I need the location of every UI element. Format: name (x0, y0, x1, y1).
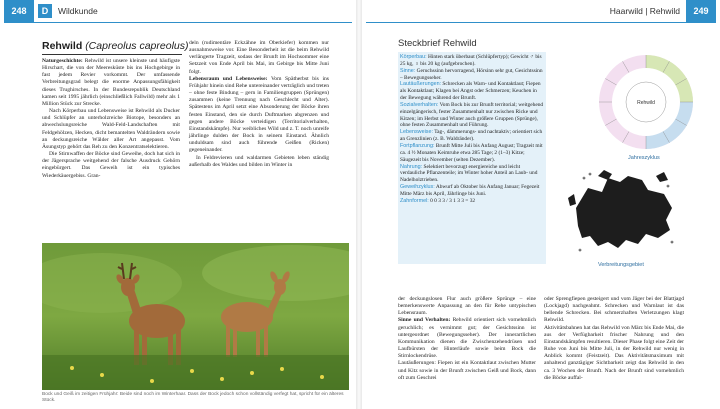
paragraph-text: Lautäußerungen: Fiepen ist ein Kontaktlaut zwischen Mutter und Kitz sowie in der Brunft zwischen Geiß und Bock, dann oft zum Geschrei (398, 360, 536, 381)
steckbrief-entry (400, 129, 544, 143)
paragraph-text: der deckungslosen Flur auch größere Sprünge – eine bemerkenswerte Anpassung an den für Rehe untypischen Lebensraum. (398, 296, 536, 317)
steckbrief-key: Zahnformel: (400, 197, 429, 204)
paragraph (189, 40, 329, 76)
steckbrief-value: 0 0 3 3 / 3 1 3 3 = 32 (428, 197, 476, 204)
header-rule (4, 22, 352, 23)
page-title (42, 40, 189, 52)
steckbrief-key: Nahrung: (400, 163, 423, 170)
steckbrief-entry (400, 68, 544, 82)
steckbrief-entry (400, 81, 544, 102)
title-name: Rehwild (42, 40, 83, 52)
steckbrief-value: Tag-, dämmerungs- und nachtaktiv; orientiert sich an Grenzlinien (z. B. Waldränder). (400, 129, 543, 143)
right-header (362, 0, 720, 22)
roe-deer-photo (42, 243, 349, 390)
page-number-right: 249 (686, 0, 716, 22)
paragraph (42, 151, 180, 180)
distribution-map (568, 168, 676, 258)
paragraph-text: Aktivitätsbahnen hat das Rehwild von März bis Ende Mai, die aus der Verfügbarkeit frischer Nahrung und den Einstandskämpfen resultieren. Dieser Phase folgt eine Zeit der Ruhe von Juni bis Mitte Juli, in der Rehwild nur wenig in Anblick kommt (Feistzeit). Das Aktivitätsmaximum mit anhaltend ganztägiger Sichtbarkeit zeigt das Rehwild in den ca. 3 Wochen der Brunft. Nach der Brunft sind vornehmlich die Böcke auffal- (544, 324, 684, 381)
steckbrief-key: Geweihzyklus: (400, 184, 435, 191)
right-column-2 (544, 296, 684, 382)
paragraph (189, 155, 329, 169)
steckbrief-text (400, 54, 544, 205)
title-latin: (Capreolus capreolus) (85, 40, 189, 52)
paragraph (544, 325, 684, 382)
distribution-map-label: Verbreitungsgebiet (598, 262, 644, 268)
steckbrief-entry (400, 54, 544, 68)
left-column-2 (189, 40, 329, 169)
paragraph-heading: Lebensraum und Lebensweise: (189, 75, 268, 82)
paragraph-text: Rehwild ist unsere kleinste und häufigste Hirschart, die von der Meeresküste bis ins Hochgebirge in fast jedem Revier vorkommt. Der umfassende Verbreitungsgrad belegt die enorme Anpassungsfähigkeit dieses Trughirsches. In der Bundesrepublik Deutschland kamen seit 1995 jährlich (einschließlich Fallwild) mehr als 1 Million Stück zur Strecke. (42, 58, 180, 107)
steckbrief-value: Abwurf ab Oktober bis Anfang Januar; Fegezeit Mitte März bis April, Jährlinge bis Juni. (400, 184, 540, 197)
steckbrief-title: Steckbrief Rehwild (398, 38, 477, 49)
header-rule-right (366, 22, 716, 23)
steckbrief-entry (400, 102, 544, 129)
paragraph (398, 360, 536, 381)
paragraph-text: Die Stirnwaffen der Böcke sind Geweihe, doch hat sich in der Jägersprache weitgehend der falsche Ausdruck Gehörn eingebürgert. Das Geweih ist ein typisches Wiederkäuergebiss. Gran- (42, 151, 180, 179)
steckbrief-key: Sozialverhalten: (400, 101, 439, 108)
paragraph-text: oder Sprengfiepen gesteigert und vom Jäger bei der Blattjagd (Lockjagd) nachgeahmt. Schrecken und Warnlaut ist das bellende Schrecken. Bei schmerzhaften Verletzungen klagt Rehwild. (544, 296, 684, 324)
paragraph (42, 108, 180, 151)
paragraph-text: Vom Spätherbst bis ins Frühjahr hinein sind Rehe untereinander verträglich und treten – ohne feste Bindung – gern in Familiengruppen (Sprüngen) zusammen (keine Trennung nach Geschlecht und Alter). Spätestens im April setzt eine Absonderung der Böcke ihren festen Einstand, den sie durch Duftmarken abgrenzen und gegen andere Böcke verteidigen (Territorialverhalten, Einstandskämpfe). Nur weibliches Wild und z. T. noch unreife jährlinge dulden der Bock in seinem Einstand. Ähnlich unduldsam sind auch führende Geißen (Ricken) gegeneinander. (189, 75, 329, 154)
annual-cycle-label: Jahreszyklus (628, 155, 660, 161)
section-letter: D (38, 4, 52, 18)
paragraph-text: Rehwild orientiert sich vornehmlich geruchlich; es vernimmt gut; der Gesichtssinn ist untergeordnet (Bewegungsseher). Der innerartlichen Kommunikation dienen die Zwischenzehendrüsen und Laufbürsten der Hinterläufe sowie beim Bock die Stirnlockendrüse. (398, 317, 536, 360)
steckbrief-value: Geruchssinn hervorragend, Hörsinn sehr gut, Gesichtssinn – Bewegungsseher. (400, 67, 543, 81)
right-column-1 (398, 296, 536, 382)
steckbrief-entry (400, 143, 544, 164)
paragraph (189, 76, 329, 155)
page-number-left: 248 (4, 0, 34, 22)
steckbrief-entry (400, 198, 544, 205)
paragraph-heading: Naturgeschichte: (42, 58, 83, 64)
paragraph (398, 317, 536, 360)
paragraph-text: Nach Körperbau und Lebensweise ist Rehwild als Ducker und Schlüpfer an unterholzreiche Biotope, besonders an abwechslungsreiche Wald-Feld-Landschaften mit Feldgehölzen, Hecken, dicht bemantelten Waldrändern sowie an deckungsreiche Wälder aller Art angepasst. Vom Äsungstyp gehört das Reh zu den Konzentratselektieren. (42, 108, 180, 150)
paragraph (398, 296, 536, 317)
left-page (0, 0, 356, 409)
steckbrief-value: Schrecken als Warn- und Kontaktlaut; Fiepen als Kontaktlaut; Klagen bei Angst oder Schmerzen; Keuchen in der Bewegung während der Brunft. (400, 81, 541, 102)
left-header (0, 0, 356, 22)
annual-cycle-figure (588, 52, 704, 152)
steckbrief-key: Fortpflanzung: (400, 142, 435, 149)
steckbrief-entry (400, 164, 544, 185)
steckbrief-key: Sinne: (400, 67, 416, 74)
paragraph-text: In Feldrevieren und waldarmen Gebieten leben ständig außerhalb des Waldes und bilden im Winter in (189, 154, 329, 168)
steckbrief-entry (400, 184, 544, 198)
paragraph-heading: Sinne und Verhalten: (398, 317, 451, 324)
paragraph-text: deln (rudimentäre Eckzähne im Oberkiefer) kommen nur ausnahmsweise vor. Eine Besonderheit ist die beim Rehwild verlängerte Tragzeit, sodass der Brunft im Hochsommer eine Setzzeit von Ende April bis Mai, im Gebirge bis Mitte Juni folgt. (189, 40, 329, 75)
steckbrief-value: Brunft Mitte Juli bis Anfang August; Tragzeit mit ca. 4 ½ Monaten Keimruhe etwa 285 Tage; 2 (1–3) Kitze; Säugezeit bis November (selten Dezember). (400, 142, 543, 163)
steckbrief-value: Vom Bock bis zur Brunft territorial; weitgehend einzelgängerisch, fester Zusammenhalt nur zwischen Ricke und Kitzen; im Herbst und Winter auch größere Gruppen (Sprünge), ohne festen Zusammenhalt und Führung. (400, 101, 544, 129)
cycle-center-label: Rehwild (637, 100, 655, 106)
photo-caption: Bock und Geiß im zeitigen Frühjahr: Beide sind noch im Winterhaar. Dass der Bock jedoch schon vollständig verfegt hat, spricht für ein älteres Stück. (42, 392, 344, 403)
left-column-1 (42, 58, 180, 180)
steckbrief-key: Körperbau: (400, 54, 427, 60)
paragraph (544, 296, 684, 325)
running-head-right: Haarwild | Rehwild (609, 6, 680, 16)
steckbrief-key: Lebensweise: (400, 129, 433, 136)
steckbrief-key: Lautäußerungen: (400, 81, 442, 88)
right-page (362, 0, 720, 409)
running-head-left: Wildkunde (58, 6, 98, 16)
steckbrief-value: Selektiert bevorzugt energiereiche und leicht verdauliche Pflanzenteile; im Winter hoher Anteil an Laub- und Nadelholztrieben. (400, 163, 538, 184)
title-rule (42, 54, 182, 55)
steckbrief-value: Hinten stark überbaut (Schlüpfertyp); Gewicht ♂ bis 25 kg, ♀ bis 20 kg (aufgebrochen). (400, 54, 542, 67)
paragraph (42, 58, 180, 108)
